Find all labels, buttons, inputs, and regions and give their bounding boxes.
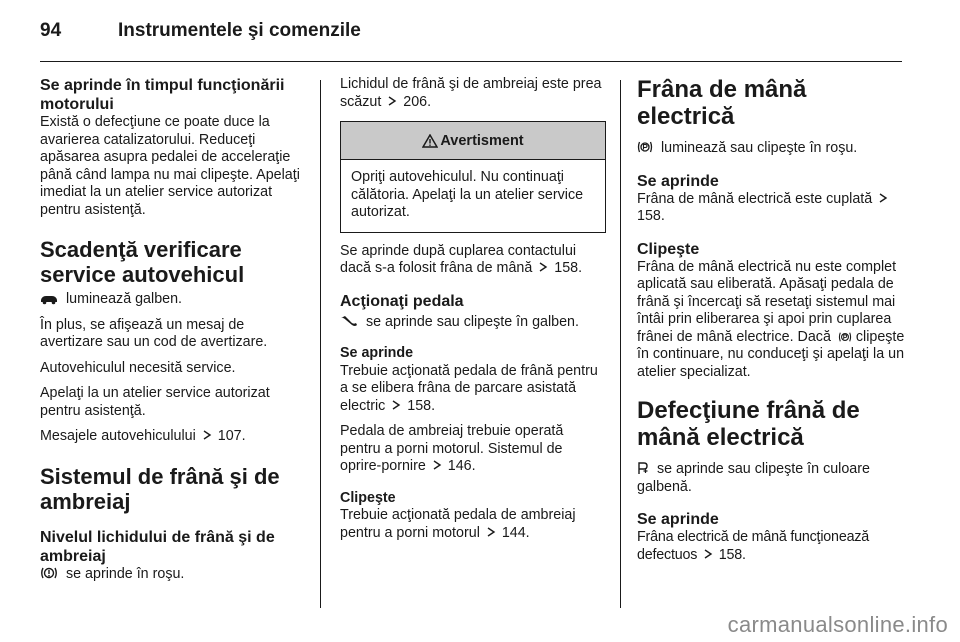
paragraph-fault-lamp — [637, 461, 907, 496]
clutch-start-text: Trebuie acţionată pedala de ambreiaj pentru a porni motorul — [340, 507, 576, 541]
page-ref[interactable]: 158. — [403, 397, 436, 414]
paragraph-handbrake-defective — [637, 529, 907, 564]
paragraph-needs-service: Autovehiculul necesită service. — [40, 359, 236, 376]
column-1 — [40, 76, 310, 583]
page-ref[interactable]: 158. — [637, 208, 665, 224]
paragraph-warning-message: În plus, se afişează un mesaj de avertizare sau un cod de avertizare. — [40, 316, 268, 350]
paragraph-handbrake-engaged — [637, 191, 907, 226]
clutch-stop-start-text: Pedala de ambreiaj trebuie operată pentru a porni motorul. Sistemul de oprire-pornire — [340, 423, 564, 474]
paragraph-fluid-low — [340, 76, 606, 111]
pedal-lamp-text: se aprinde sau clipeşte în galben. — [362, 313, 579, 330]
section-heading-engine-running: Se aprinde în timpul funcţionării motorului — [40, 77, 285, 113]
arrow-reference-icon — [486, 527, 496, 537]
page-number: 94 — [40, 20, 62, 41]
parking-brake-icon — [637, 140, 653, 154]
paragraph-brake-pedal — [340, 363, 606, 416]
handbrake-used-text: Se aprinde după cuplarea contactului dacă s-a folosit frâna de mână — [340, 242, 577, 276]
page-ref[interactable]: 158. — [550, 260, 583, 276]
subheading-flashes: Clipeşte — [340, 489, 396, 506]
section-heading-press-pedal: Acţionaţi pedala — [340, 292, 464, 310]
brake-warning-icon — [40, 566, 58, 580]
parking-brake-fault-icon — [637, 461, 649, 475]
page-ref[interactable]: 206. — [399, 93, 432, 110]
header-rule — [40, 61, 902, 62]
section-heading-electric-handbrake: Frâna de mână electrică — [637, 76, 807, 130]
subheading-lights-up: Se aprinde — [637, 172, 719, 190]
paragraph-catalyst: Există o defecţiune ce poate duce la avarierea catalizatorului. Reduceţi apăsarea asupra pedalei de acceleraţie până când lampa nu mai clipeşte. Apelaţi imediat la un atelier service autorizat pentru asistenţă. — [40, 114, 300, 218]
paragraph-handbrake-used — [340, 243, 606, 278]
paragraph-clutch-start — [340, 507, 606, 542]
arrow-reference-icon — [387, 96, 397, 106]
service-lamp-text: luminează galben. — [62, 291, 183, 307]
paragraph-clutch-stop-start — [340, 423, 606, 476]
parking-brake-icon — [838, 331, 852, 343]
arrow-reference-icon — [391, 400, 401, 410]
handbrake-engaged-text: Frâna de mână electrică este cuplată — [637, 190, 873, 207]
warning-title: Avertisment — [440, 132, 524, 149]
paragraph-vehicle-messages — [40, 428, 310, 446]
column-divider-2 — [620, 80, 621, 608]
brake-lamp-text: se aprinde în roşu. — [62, 565, 185, 582]
warning-triangle-icon — [422, 134, 438, 148]
section-heading-fluid-level: Nivelul lichidului de frână şi de ambreiaj — [40, 528, 275, 565]
watermark: carmanualsonline.info — [727, 612, 948, 637]
arrow-reference-icon — [538, 262, 548, 272]
warning-body: Opriţi autovehiculul. Nu continuaţi călătoria. Apelaţi la un atelier service autorizat. — [351, 169, 584, 220]
subheading-lights-up: Se aprinde — [340, 345, 414, 361]
section-heading-brake-clutch: Sistemul de frână şi de ambreiaj — [40, 463, 280, 514]
paragraph-handbrake-reset — [637, 259, 907, 382]
brake-pedal-text: Trebuie acţionată pedala de frână pentru a se elibera frâna de parcare asistată electric — [340, 362, 598, 414]
section-heading-service: Scadenţă verificare service autovehicul — [40, 237, 245, 287]
subheading-flashes: Clipeşte — [637, 240, 700, 258]
section-heading-handbrake-fault: Defecţiune frână de mână electrică — [637, 397, 860, 451]
column-3 — [637, 76, 907, 564]
arrow-reference-icon — [202, 430, 212, 440]
warning-box — [340, 121, 606, 233]
fluid-low-text: Lichidul de frână şi de ambreiaj este prea scăzut — [340, 76, 602, 110]
page-ref[interactable]: 146. — [443, 458, 476, 474]
paragraph-handbrake-lamp — [637, 140, 907, 158]
page-ref[interactable]: 158. — [714, 546, 746, 563]
fault-lamp-text: se aprinde sau clipeşte în culoare galbenă. — [637, 461, 870, 495]
paragraph-brake-lamp — [40, 566, 310, 584]
header-title: Instrumentele şi comenzile — [118, 20, 361, 41]
arrow-reference-icon — [878, 193, 888, 203]
handbrake-reset-text: Frâna de mână electrică nu este complet aplicată sau eliberată. Apăsaţi pedala de frână şi încercaţi să resetaţi sistemul mai întâi prin eliberarea şi apoi prin cuplarea frânei de mână electrice. Dacă — [637, 258, 897, 345]
wrench-car-icon — [40, 293, 58, 305]
page-header — [40, 14, 920, 54]
subheading-lights-up: Se aprinde — [637, 511, 719, 528]
arrow-reference-icon — [432, 460, 442, 470]
foot-pedal-icon — [340, 315, 358, 328]
page-ref[interactable]: 107. — [213, 428, 246, 444]
paragraph-service-lamp — [40, 291, 310, 309]
handbrake-lamp-text: luminează sau clipeşte în roşu. — [657, 140, 858, 156]
handbrake-defective-text: Frâna electrică de mână funcţionează defectuos — [637, 529, 870, 563]
paragraph-pedal-lamp — [340, 314, 606, 332]
paragraph-call-workshop: Apelaţi la un atelier service autorizat pentru asistenţă. — [40, 385, 270, 419]
handbrake-reset-text-2: clipeşte în continuare, nu conduceţi şi apelaţi la un atelier specializat. — [637, 328, 905, 380]
column-2 — [340, 76, 606, 542]
warning-header — [341, 122, 605, 160]
column-divider-1 — [320, 80, 321, 608]
page-ref[interactable]: 144. — [497, 524, 530, 541]
vehicle-messages-link[interactable]: Mesajele autovehiculului — [40, 428, 196, 444]
arrow-reference-icon — [703, 549, 713, 559]
